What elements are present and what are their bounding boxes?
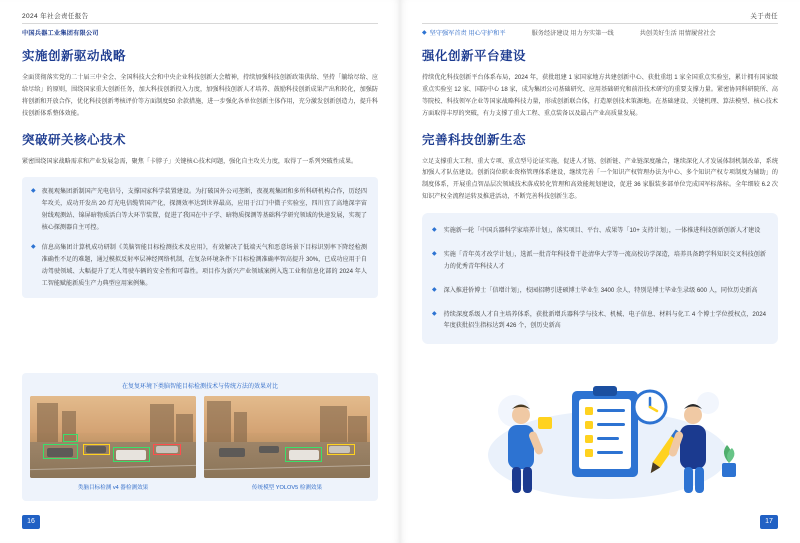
list-item <box>432 249 766 273</box>
illustration-svg <box>422 359 778 509</box>
detection-box <box>153 444 181 455</box>
dust-storm-street-photo-right <box>204 396 370 478</box>
building-shape <box>150 404 175 442</box>
nav-item-label: 共创美好生活 用情履营社会 <box>639 29 716 37</box>
section-heading-ecosystem: 完善科技创新生态 <box>422 132 527 147</box>
nav-item-economy[interactable] <box>532 28 614 37</box>
building-shape <box>348 416 366 442</box>
detection-box <box>285 447 322 462</box>
nav-item-defense[interactable] <box>422 28 506 37</box>
figure-panel <box>22 373 378 501</box>
dust-storm-street-photo-left <box>30 396 196 478</box>
paragraph-platform: 持续优化科技创新平台体系布局，2024 年，获批组建 1 家国家地方共建创新中心、获批重组 1 家全国重点实验室，累计拥有国家级重点实验室 12 家、国防中心 18 家，成为集团公司基础研究、应用基础研究和前沿技术研究的重要支撑力量。紧密协同科研院所、高等院校、科技领军企业等国家战略科技力量，形成创新联合体，打造原创技术策源地。在基础建设、关键机理、算法模型、核心技术方面取得丰厚的突破，有力支撑了重大工程、重点装备以及最占产业高质量发展。 <box>422 74 778 117</box>
list-item <box>432 309 766 333</box>
list-item-text: 实施新一轮「中国兵器科学家培养计划」，落实项目、平台、成果等「10+ 支持计划」，一体推进科技创新创新人才建设 <box>443 227 761 234</box>
diamond-bullet-icon: ◆ <box>422 29 427 36</box>
figure-top-caption: 在复复环境下类脑智能目标检测技术与传统方法的效果对比 <box>121 384 278 390</box>
right-content <box>422 46 778 344</box>
detection-box <box>63 434 78 442</box>
callout-item-text: 信息高集团计算机成功研制《美脑智能目标检测技术及应用》，有效解决了低端天气和恶意场景下目标识别率下降经检测准确性不足的难题，通过模拟反射率层神经网络机制，在复杂环境条件下目标检测准确率智高提升 30%，已成功应用于自动驾驶领域、大幅提升了无人驾驶车辆的安全性和可靠性。项目作为新兴产业领域案例入选工业和信息化部的 2024 年人工智能赋能新质生产力典型应用案例集。 <box>41 243 367 287</box>
building-shape <box>176 414 193 442</box>
list-item-text: 实施「青年英才改学计划」，选派一批青年科技骨干赴清华大学等一流高校访学深造，培养具备跨学科知识交叉科技创新力的优秀青年科技人才 <box>443 250 766 270</box>
detection-box <box>43 444 78 459</box>
figure-caption: 类脑目标检测 v4 器检测效果 <box>77 485 149 491</box>
detection-box <box>83 444 110 455</box>
report-title: 2024 年社会责任报告 <box>22 12 89 20</box>
chapter-nav <box>422 28 716 37</box>
callout-card <box>22 177 378 298</box>
section-title: 关于责任 <box>750 12 778 20</box>
paragraph-innovation-strategy: 全面贯彻落实党的二十届三中全会、全国科技大会和中央企业科技创新大会精神，持续加强科技创新政策供给、坚持「躺给尽给、应给尽给」的原则，围绕国家重大创新任务，加大科技创新投入力度，加强科技创新人才培养、鼓励科技创新成果产出和转化，加强防将创新和开放合作，优化科技创新考核评价等方面制度50 余款措施，进一步强化各单位创新主体作用，充分激发创新创造力，提升科技创新体系整体效能。 <box>22 74 378 117</box>
right-subheader <box>422 24 778 40</box>
page-number-right: 17 <box>760 515 778 529</box>
thumbs-up-icon <box>538 417 552 429</box>
clipboard-clip <box>593 386 617 396</box>
diamond-bullet-icon: ◆ <box>432 310 437 317</box>
page-number-left: 16 <box>22 515 40 529</box>
list-item <box>432 225 766 237</box>
figure-item <box>30 396 196 491</box>
diamond-bullet-icon: ◆ <box>31 188 36 195</box>
section-heading-innovation-strategy: 实施创新驱动战略 <box>22 49 127 63</box>
left-content <box>22 46 378 308</box>
section-heading-platform: 强化创新平台建设 <box>422 49 527 63</box>
paragraph-core-technology: 紧密围绕国家战略需求和产业发展急需，聚焦「卡脖子」关键核心技术问题，强化自主攻关力度，取得了一系列突破性成果。 <box>22 157 358 165</box>
figure-item <box>204 396 370 491</box>
list-item-text: 持续深度系级人才自主培养体系，获批新增兵器科学与技术、机械、电子信息、材料与化工 4 个博士学位授权点，2024 年度获批招生指标达到 426 个，创历史新高 <box>443 310 766 330</box>
figure-row <box>30 396 370 491</box>
diamond-bullet-icon: ◆ <box>432 286 437 293</box>
figure-caption: 传统模型 YOLOV5 检测效果 <box>251 485 323 491</box>
diamond-bullet-icon: ◆ <box>432 250 437 257</box>
detection-box <box>327 444 355 455</box>
nav-item-label: 坚守强军首责 用心守护和平 <box>429 29 506 37</box>
left-subheader <box>22 24 378 40</box>
nav-item-society[interactable] <box>640 28 716 37</box>
section-heading-core-technology: 突破研关核心技术 <box>22 132 127 147</box>
page-right <box>400 0 800 543</box>
detection-box <box>113 447 150 462</box>
vehicle-shape <box>259 446 279 453</box>
diamond-bullet-icon: ◆ <box>31 243 36 250</box>
nav-item-label: 服务经济建设 用力夯实第一线 <box>531 29 614 37</box>
company-name: 中国兵器工业集团有限公司 <box>22 29 99 37</box>
building-shape <box>320 406 347 442</box>
callout-item-text: 夜视观集团新制国产光电信号，支撑国家科学装置建设。为打破国外公司垄断，夜视观集团和多所科研机构合作，历经四年攻关，成功开发出 20 灯光电信缆管国产化，探测效率达到世界最高，应用于江门中微子实验室，四川宜了高地深字宙射线观测站、锦屏暗物质活白等大环节装置，促进了我国在中子学、暗物质探测等基础科学研究领域的快速发展，实现了核心探测器自主可控。 <box>41 188 367 231</box>
list-item-text: 深入推进侨博士「信增计划」，校园招聘引进硕博士毕业生 3400 余人，特别是博士毕业生录级 600 人，同位历史新高 <box>443 286 758 294</box>
building-shape <box>234 412 247 442</box>
list-item <box>432 285 766 297</box>
building-shape <box>207 401 230 442</box>
vehicle-shape <box>219 448 246 457</box>
diamond-bullet-icon: ◆ <box>432 227 437 233</box>
callout-item <box>31 186 367 234</box>
building-shape <box>37 403 59 442</box>
talent-initiatives-card <box>422 213 778 344</box>
teamwork-checklist-illustration <box>422 359 778 509</box>
paragraph-ecosystem: 立足支撑重大工程、重大专项、重点型号论证实施，促进人才链、创新链、产业链深度融合，继续深化人才发展体制机制改革，系统加强人才队伍建设。创新岗位职业资格管理体系建设，继续完善「一个知识产权管理办法为中心、多个知识产权专项制度为辅助」的制度体系，开展重点智品层次领域技术落成转化管理和高效能规划建设，促进 36 家服装多部单位完成国军标落标。全年细较 6.2 次知识产权全流程运转及推进活动，不断完善科技创新生态。 <box>422 157 778 201</box>
callout-item <box>31 242 367 290</box>
